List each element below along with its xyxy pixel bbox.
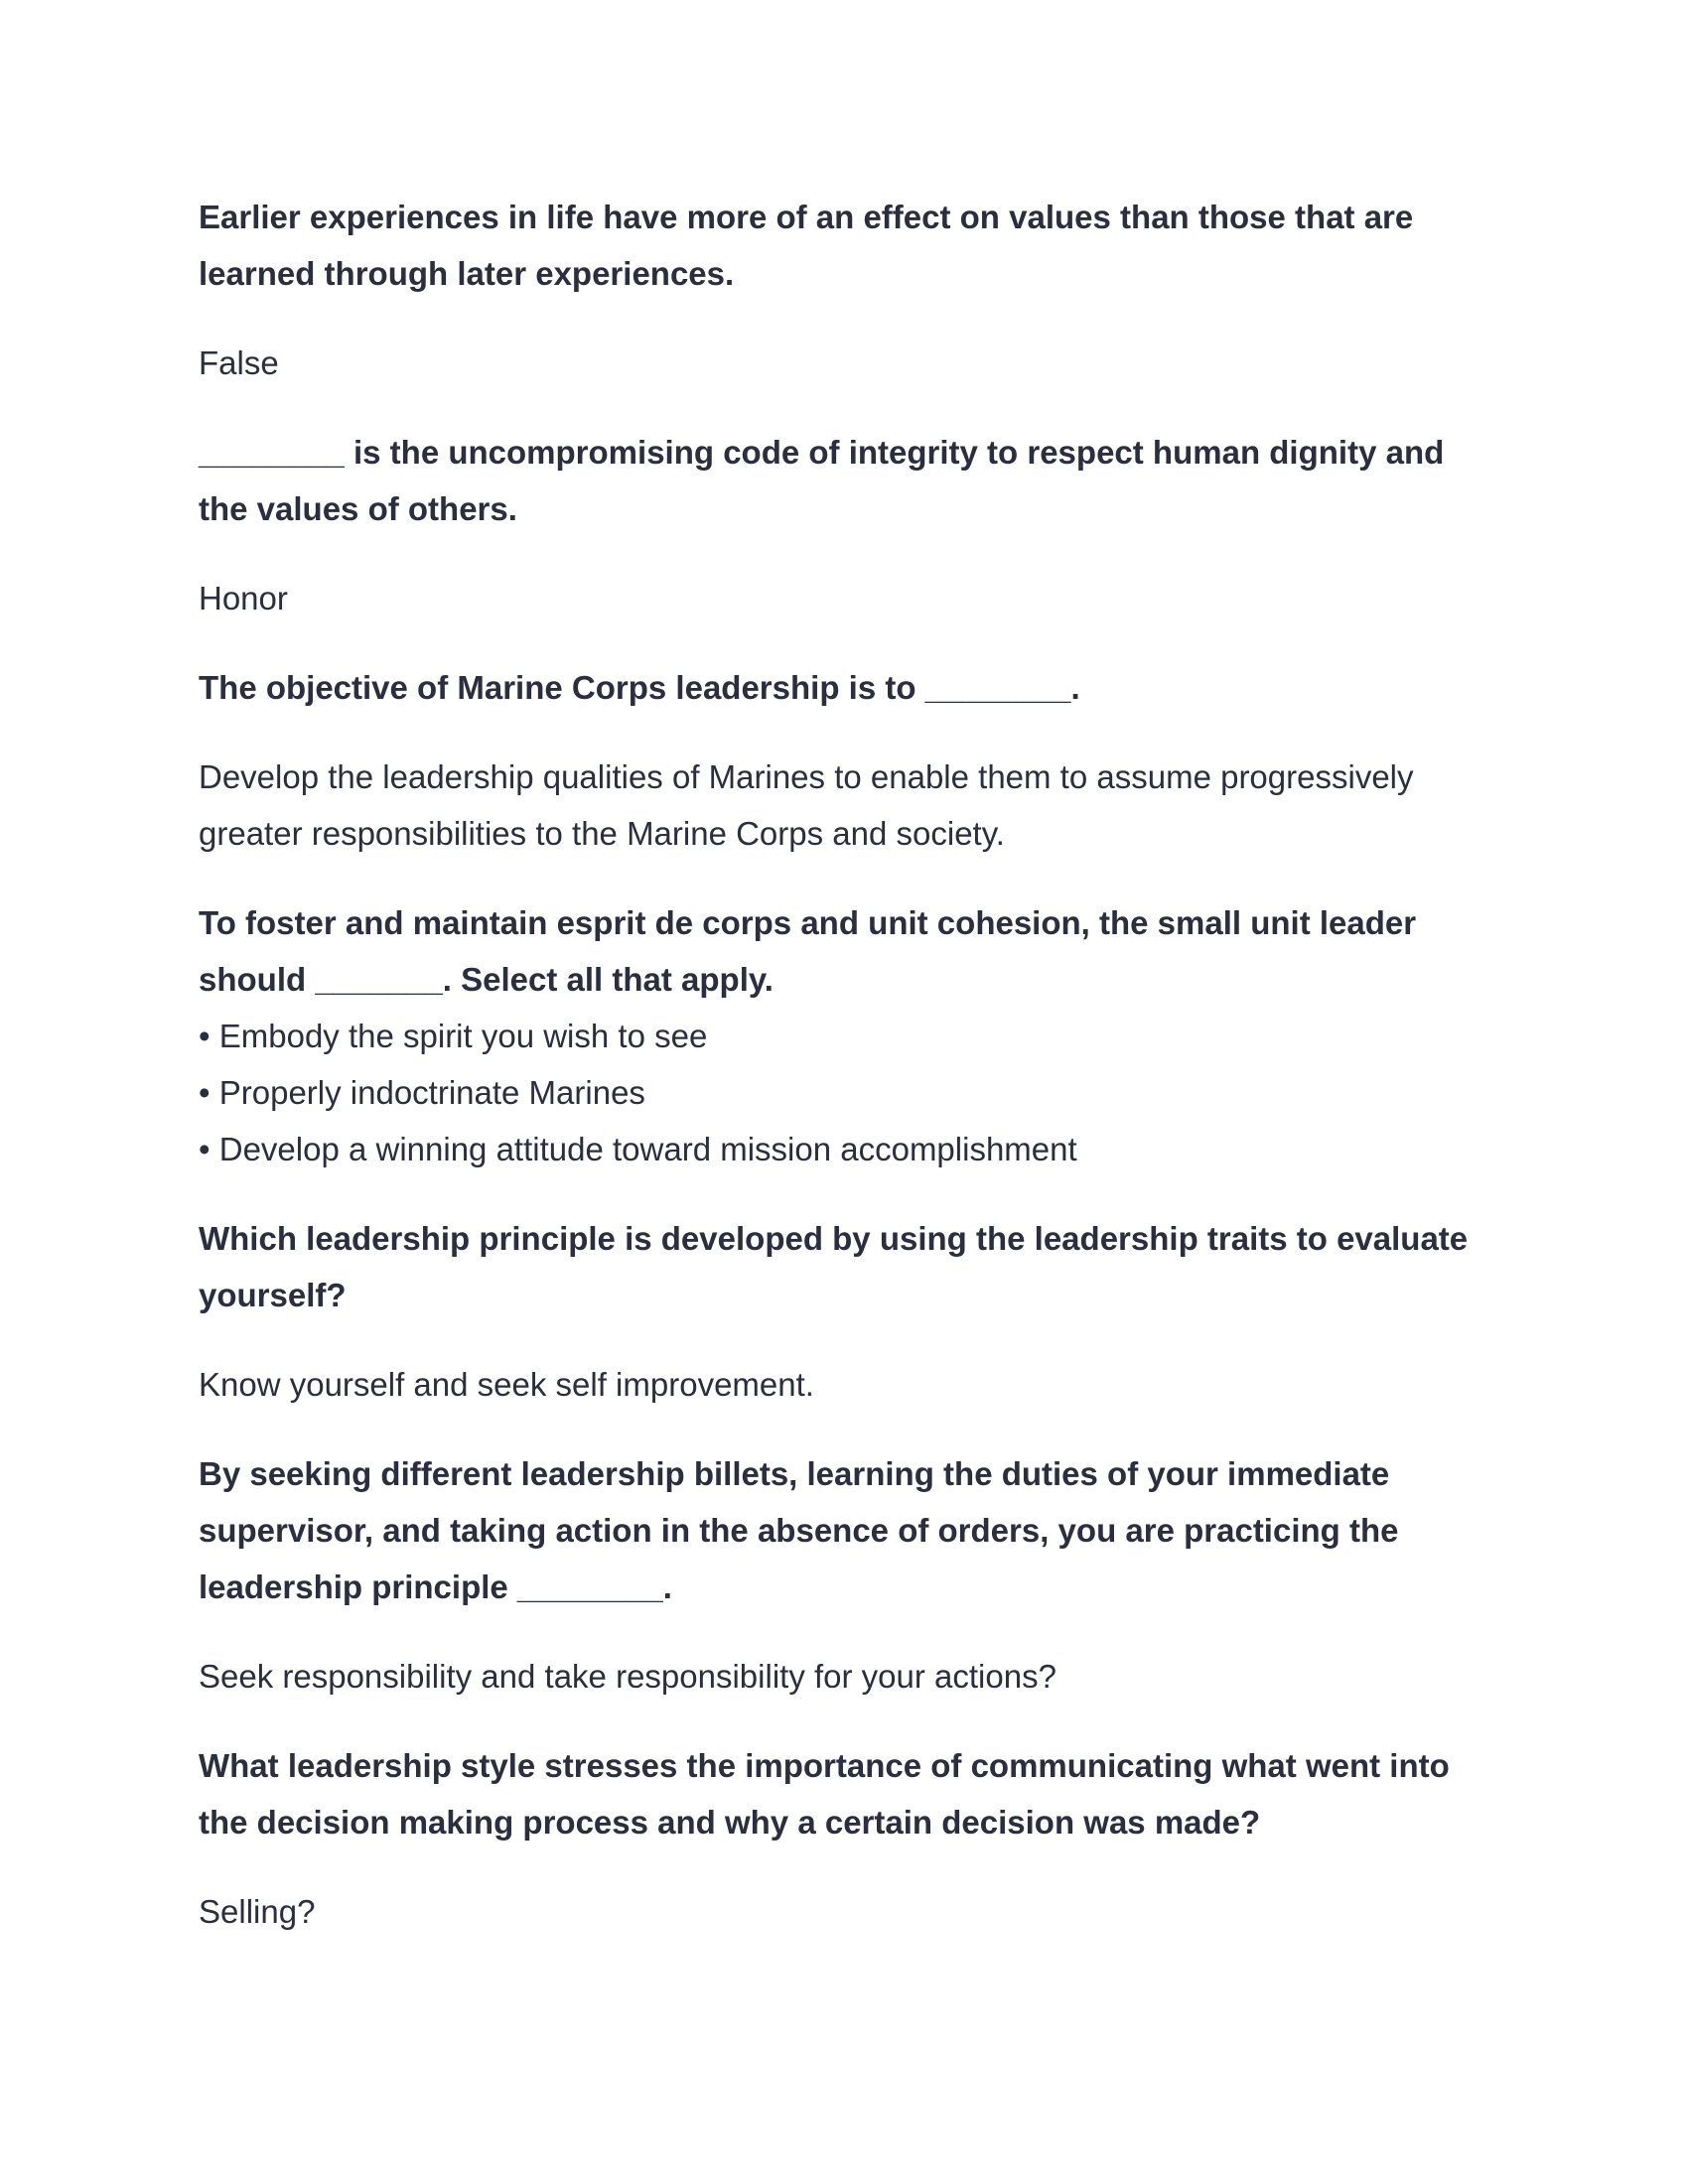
answer-3: Develop the leadership qualities of Marines to enable them to assume progressively greater responsibilities to the Marine Corps and society. — [199, 758, 1414, 852]
answer-4-list — [199, 1008, 1489, 1177]
question-6: By seeking different leadership billets, learning the duties of your immediate supervisor, and taking action in the absence of orders, you are practicing the leadership principle ________. — [199, 1455, 1399, 1605]
answer-1: False — [199, 344, 279, 381]
question-3: The objective of Marine Corps leadership is to ________. — [199, 669, 1080, 706]
question-4: To foster and maintain esprit de corps and unit cohesion, the small unit leader should _______. Select all that apply. — [199, 904, 1417, 998]
question-2: ________ is the uncompromising code of integrity to respect human dignity and the values of others. — [199, 434, 1445, 527]
answer-2: Honor — [199, 580, 288, 616]
answer-4-item: • Properly indoctrinate Marines — [199, 1064, 1489, 1121]
answer-7: Selling? — [199, 1893, 316, 1930]
answer-5: Know yourself and seek self improvement. — [199, 1366, 814, 1403]
answer-4-item: • Develop a winning attitude toward mission accomplishment — [199, 1121, 1489, 1177]
question-5: Which leadership principle is developed by using the leadership traits to evaluate yourself? — [199, 1220, 1469, 1313]
answer-4-item: • Embody the spirit you wish to see — [199, 1008, 1489, 1064]
document-page — [199, 189, 1489, 1940]
question-1: Earlier experiences in life have more of an effect on values than those that are learned through later experiences. — [199, 199, 1414, 292]
answer-6: Seek responsibility and take responsibility for your actions? — [199, 1658, 1056, 1695]
question-7: What leadership style stresses the importance of communicating what went into the decision making process and why a certain decision was made? — [199, 1747, 1450, 1841]
